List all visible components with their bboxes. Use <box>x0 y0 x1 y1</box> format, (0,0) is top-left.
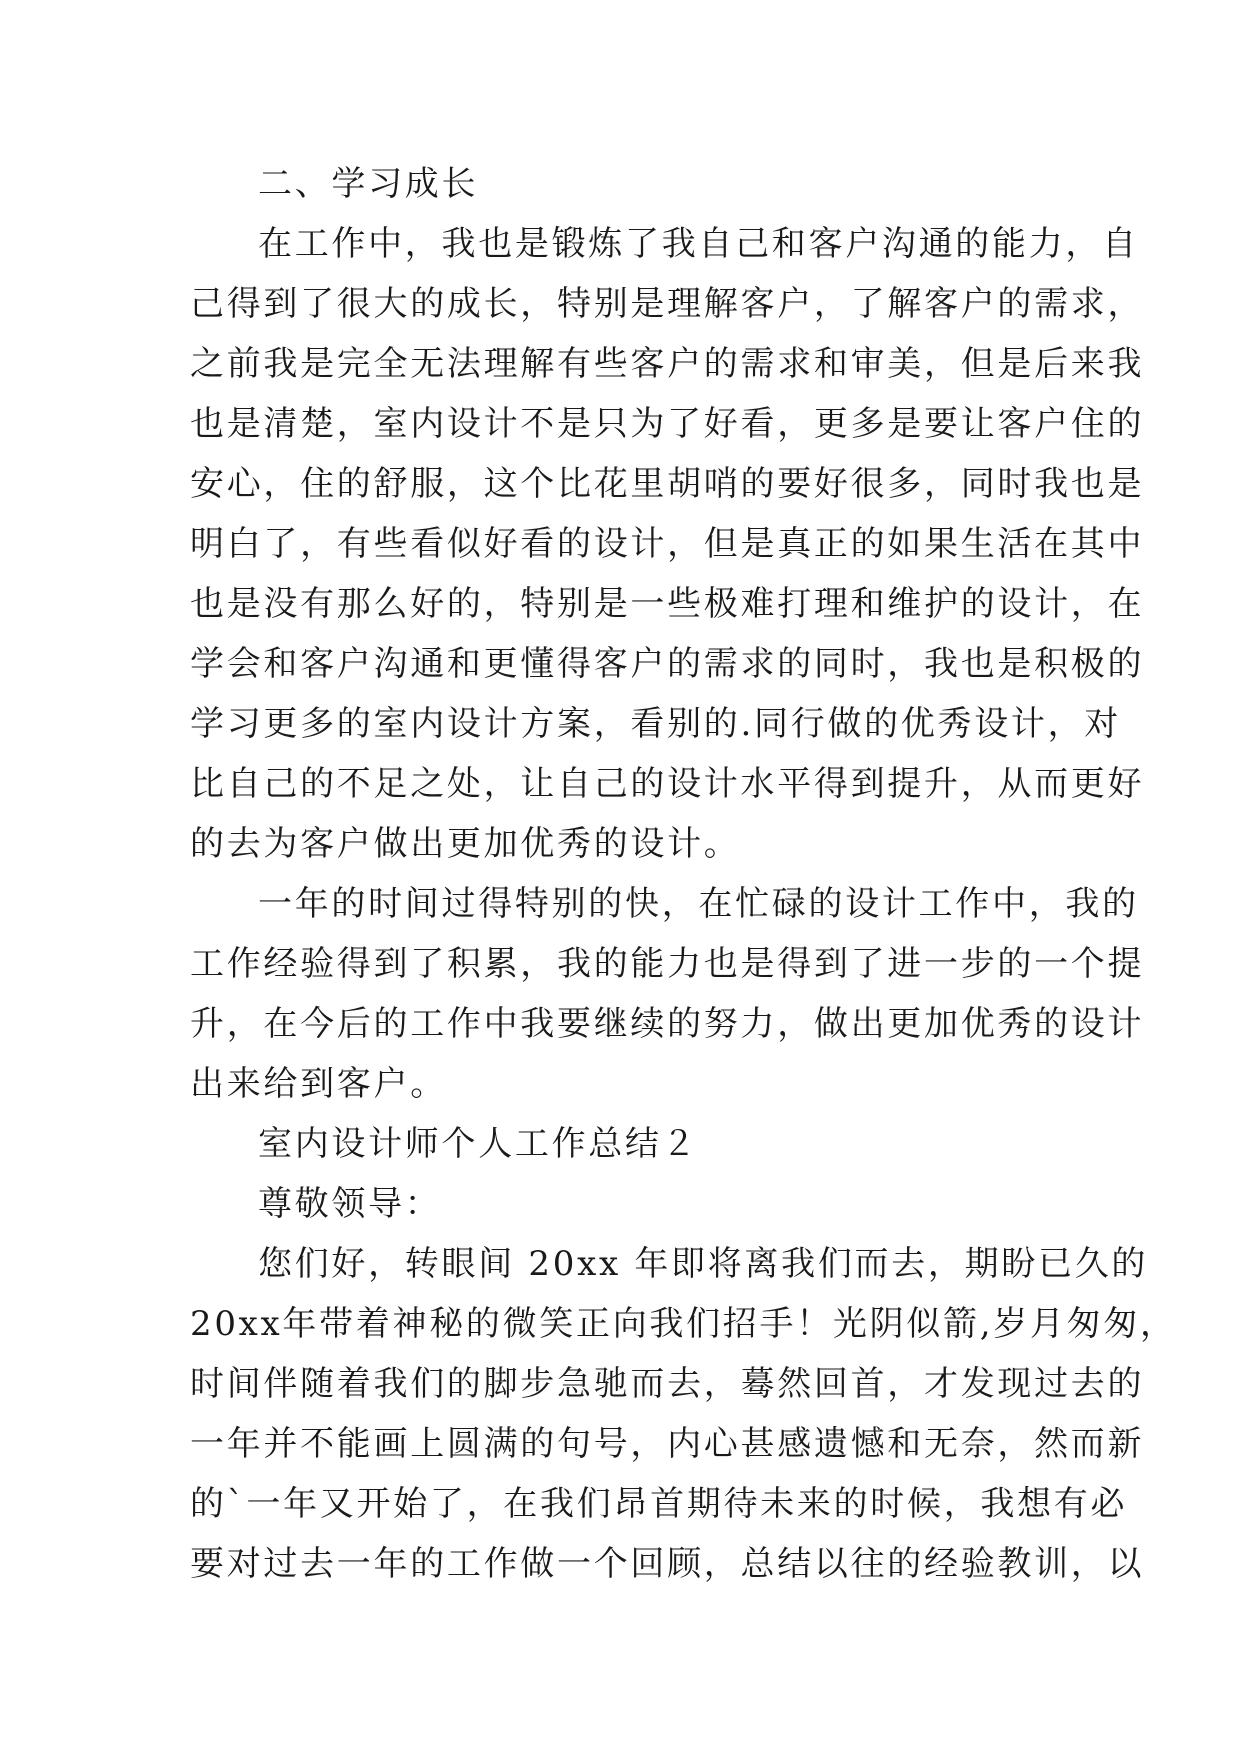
paragraph-line: 明白了，有些看似好看的设计，但是真正的如果生活在其中 <box>190 524 1145 564</box>
paragraph-line: 的`一年又开始了，在我们昂首期待未来的时候，我想有必 <box>190 1484 1128 1524</box>
paragraph-line: 升，在今后的工作中我要继续的努力，做出更加优秀的设计 <box>190 1004 1145 1044</box>
paragraph-line: 学会和客户沟通和更懂得客户的需求的同时，我也是积极的 <box>190 644 1145 684</box>
paragraph-line: 之前我是完全无法理解有些客户的需求和审美，但是后来我 <box>190 344 1145 384</box>
paragraph-line: 也是没有那么好的，特别是一些极难打理和维护的设计，在 <box>190 584 1145 624</box>
paragraph-line: 您们好，转眼间 20xx 年即将离我们而去，期盼已久的 <box>258 1244 1149 1284</box>
paragraph-line: 要对过去一年的工作做一个回顾，总结以往的经验教训，以 <box>190 1544 1145 1584</box>
paragraph-line: 也是清楚，室内设计不是只为了好看，更多是要让客户住的 <box>190 404 1145 444</box>
document-title: 室内设计师个人工作总结２ <box>258 1124 699 1164</box>
paragraph-line: 的去为客户做出更加优秀的设计。 <box>190 824 741 864</box>
paragraph-line: 出来给到客户。 <box>190 1064 447 1104</box>
paragraph-line: 时间伴随着我们的脚步急驰而去，蓦然回首，才发现过去的 <box>190 1364 1145 1404</box>
paragraph-line: 安心，住的舒服，这个比花里胡哨的要好很多，同时我也是 <box>190 464 1145 504</box>
paragraph-line: 己得到了很大的成长，特别是理解客户，了解客户的需求， <box>190 284 1145 324</box>
section-heading: 二、学习成长 <box>258 164 479 204</box>
greeting: 尊敬领导： <box>258 1184 442 1224</box>
paragraph-line: 学习更多的室内设计方案，看别的.同行做的优秀设计，对 <box>190 704 1122 744</box>
paragraph-line: 一年并不能画上圆满的句号，内心甚感遗憾和无奈，然而新 <box>190 1424 1145 1464</box>
paragraph-line: 一年的时间过得特别的快，在忙碌的设计工作中，我的 <box>258 884 1139 924</box>
paragraph-line: 在工作中，我也是锻炼了我自己和客户沟通的能力，自 <box>258 224 1139 264</box>
paragraph-line: 工作经验得到了积累，我的能力也是得到了进一步的一个提 <box>190 944 1145 984</box>
paragraph-line: 比自己的不足之处，让自己的设计水平得到提升，从而更好 <box>190 764 1145 804</box>
paragraph-line: 20xx年带着神秘的微笑正向我们招手！光阴似箭,岁月匆匆， <box>190 1304 1177 1344</box>
